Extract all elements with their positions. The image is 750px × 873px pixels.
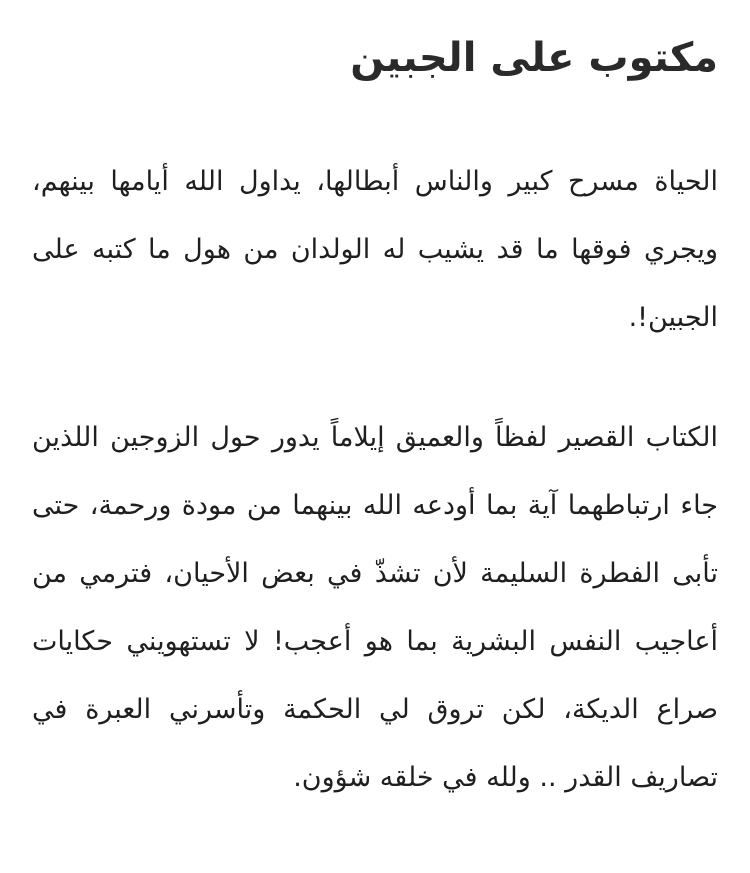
- article-paragraph-2: الكتاب القصير لفظاً والعميق إيلاماً يدور حول الزوجين اللذين جاء ارتباطهما آية بما أودعه الله بينهما من مودة ورحمة، حتى تأبى الفطرة السليمة لأن تشذّ في بعض الأحيان، فترمي من أعاجيب النفس البشرية بما هو أعجب! لا تستهويني حكايات صراع الديكة، لكن تروق لي الحكمة وتأسرني العبرة في تصاريف القدر .. ولله في خلقه شؤون.: [32, 422, 718, 793]
- article-paragraph-1: الحياة مسرح كبير والناس أبطالها، يداول الله أيامها بينهم، ويجري فوقها ما قد يشيب له الولدان من هول ما كتبه على الجبين!.: [32, 166, 718, 333]
- article-title: مكتوب على الجبين: [350, 35, 718, 81]
